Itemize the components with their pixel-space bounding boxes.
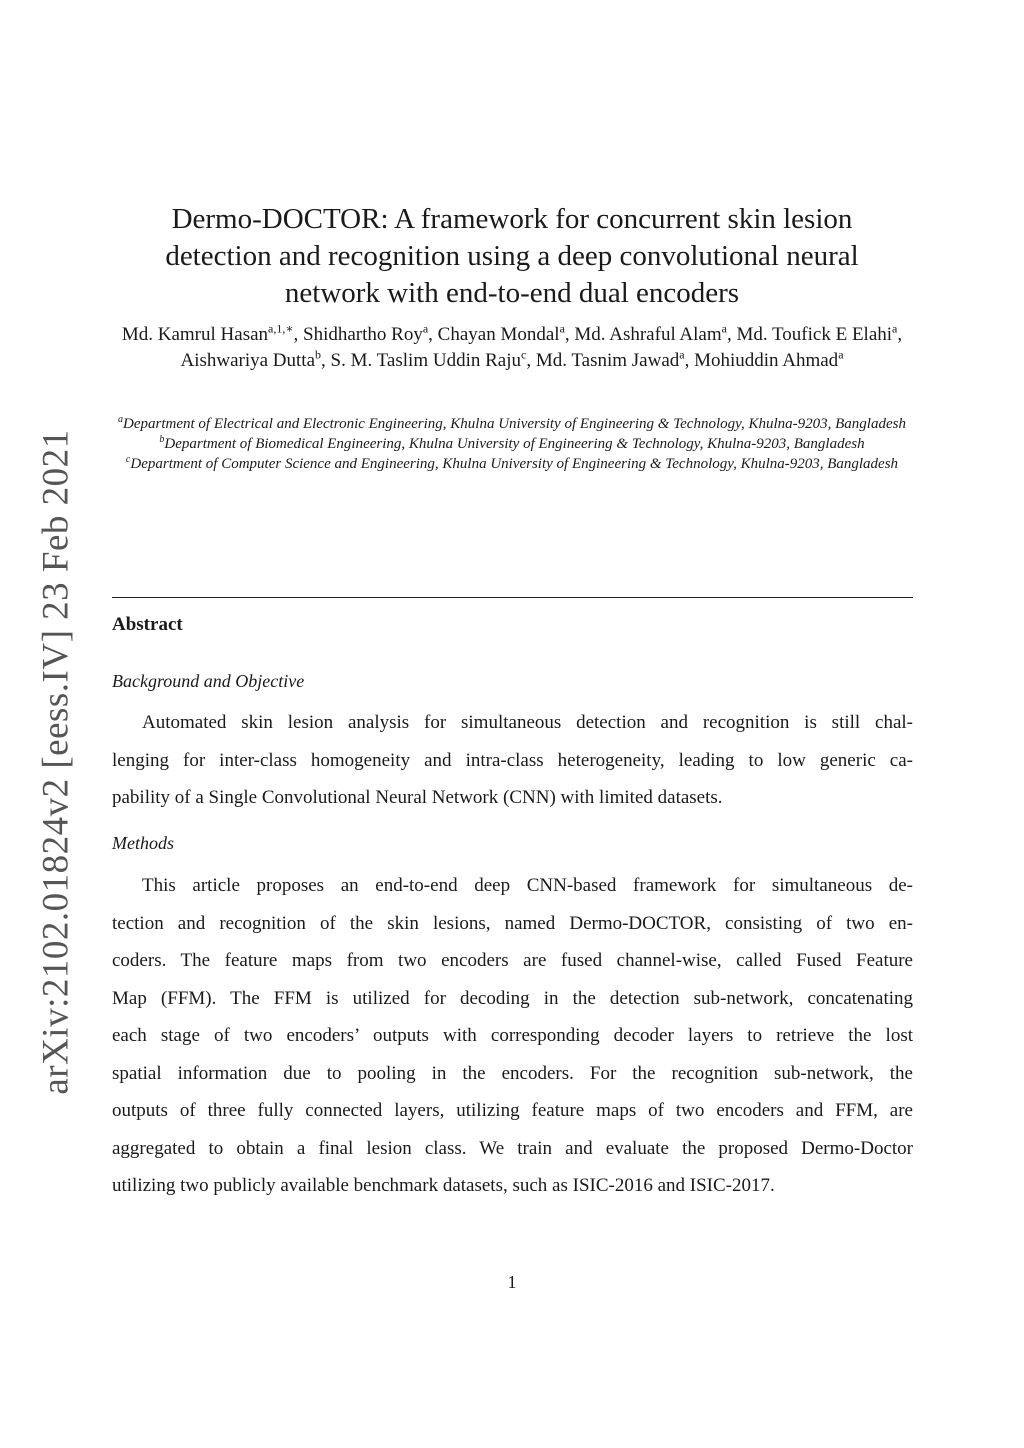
author-affiliation-mark: b: [315, 347, 322, 362]
paragraph-line: Map (FFM). The FFM is utilized for decoding in the detection sub-network, concatenating: [112, 987, 913, 1009]
author-separator: ,: [564, 324, 575, 345]
author-name: Aishwariya Dutta: [180, 350, 316, 371]
affiliation-list: [112, 414, 912, 474]
title-line: detection and recognition using a deep convolutional neural: [165, 240, 859, 273]
title-line: Dermo-DOCTOR: A framework for concurrent skin lesion: [171, 203, 853, 236]
paragraph-line: spatial information due to pooling in the encoders. For the recognition sub-network, the: [112, 1062, 913, 1084]
author-affiliation-mark: a: [892, 321, 898, 336]
paragraph-line: tection and recognition of the skin lesions, named Dermo-DOCTOR, consisting of two en-: [112, 912, 913, 934]
abstract-heading: Abstract: [112, 614, 183, 635]
abstract-divider: [112, 597, 913, 598]
author-separator: ,: [684, 350, 695, 371]
author-line: [112, 322, 912, 374]
author-name: Shidhartho Roy: [303, 324, 423, 345]
author-affiliation-mark: a: [559, 321, 565, 336]
affiliation-mark: b: [159, 434, 165, 445]
author-name: Md. Ashraful Alam: [574, 324, 722, 345]
affiliation-item: [112, 454, 912, 474]
paragraph-line: This article proposes an end-to-end deep CNN-based framework for simultaneous de-: [142, 875, 913, 896]
arxiv-identifier-stamp: arXiv:2102.01824v2 [eess.IV] 23 Feb 2021: [35, 429, 77, 1095]
author-name: Mohiuddin Ahmad: [694, 350, 839, 371]
author-affiliation-mark: a: [679, 347, 685, 362]
paragraph-line: each stage of two encoders’ outputs with corresponding decoder layers to retrieve the lost: [112, 1025, 913, 1046]
affiliation-mark: c: [125, 454, 131, 465]
author-name: Md. Tasnim Jawad: [535, 350, 680, 371]
background-objective-paragraph: [112, 704, 913, 817]
paragraph-line: utilizing two publicly available benchmark datasets, such as ISIC-2016 and ISIC-2017.: [112, 1175, 775, 1196]
page-number: 1: [507, 1272, 517, 1292]
affiliation-text: Department of Electrical and Electronic Engineering, Khulna University of Engineering & Technology, Khulna-9203, Bangladesh: [123, 416, 906, 432]
paragraph-line: outputs of three fully connected layers, utilizing feature maps of two encoders and FFM, are: [112, 1100, 913, 1121]
author-separator: ,: [428, 324, 438, 345]
author-separator: ,: [293, 324, 304, 345]
paragraph-line: pability of a Single Convolutional Neural Network (CNN) with limited datasets.: [112, 787, 723, 808]
affiliation-text: Department of Biomedical Engineering, Khulna University of Engineering & Technology, Khulna-9203, Bangladesh: [164, 436, 865, 452]
author-separator: ,: [726, 324, 737, 345]
author-affiliation-mark: a,1,∗: [268, 321, 294, 336]
affiliation-item: [112, 434, 912, 454]
title-line: network with end-to-end dual encoders: [284, 277, 740, 310]
affiliation-item: [112, 414, 912, 434]
author-affiliation-mark: a: [838, 347, 844, 362]
methods-heading: Methods: [112, 833, 174, 853]
author-affiliation-mark: a: [422, 321, 429, 336]
affiliation-text: Department of Computer Science and Engineering, Khulna University of Engineering & Technology, Khulna-9203, Bangladesh: [130, 456, 899, 472]
author-name: Md. Toufick E Elahi: [736, 324, 893, 345]
paragraph-line: aggregated to obtain a final lesion class. We train and evaluate the proposed Dermo-Doctor: [112, 1137, 913, 1159]
background-objective-heading: Background and Objective: [112, 671, 305, 691]
paper-title: [112, 201, 912, 312]
author-name: Md. Kamrul Hasan: [121, 324, 269, 345]
paragraph-line: coders. The feature maps from two encoders are fused channel-wise, called Fused Feature: [112, 950, 913, 971]
author-affiliation-mark: a: [721, 321, 727, 336]
affiliation-mark: a: [118, 414, 124, 425]
author-separator: ,: [897, 324, 903, 345]
author-affiliation-mark: c: [520, 347, 527, 362]
methods-paragraph: [112, 867, 913, 1205]
paragraph-line: lenging for inter-class homogeneity and intra-class heterogeneity, leading to low generic ca-: [112, 749, 913, 771]
author-name: Chayan Mondal: [437, 324, 560, 345]
paragraph-line: Automated skin lesion analysis for simultaneous detection and recognition is still chal-: [142, 712, 913, 733]
author-list: [112, 322, 912, 374]
author-name: S. M. Taslim Uddin Raju: [330, 350, 521, 371]
author-separator: ,: [321, 350, 331, 371]
author-separator: ,: [526, 350, 536, 371]
